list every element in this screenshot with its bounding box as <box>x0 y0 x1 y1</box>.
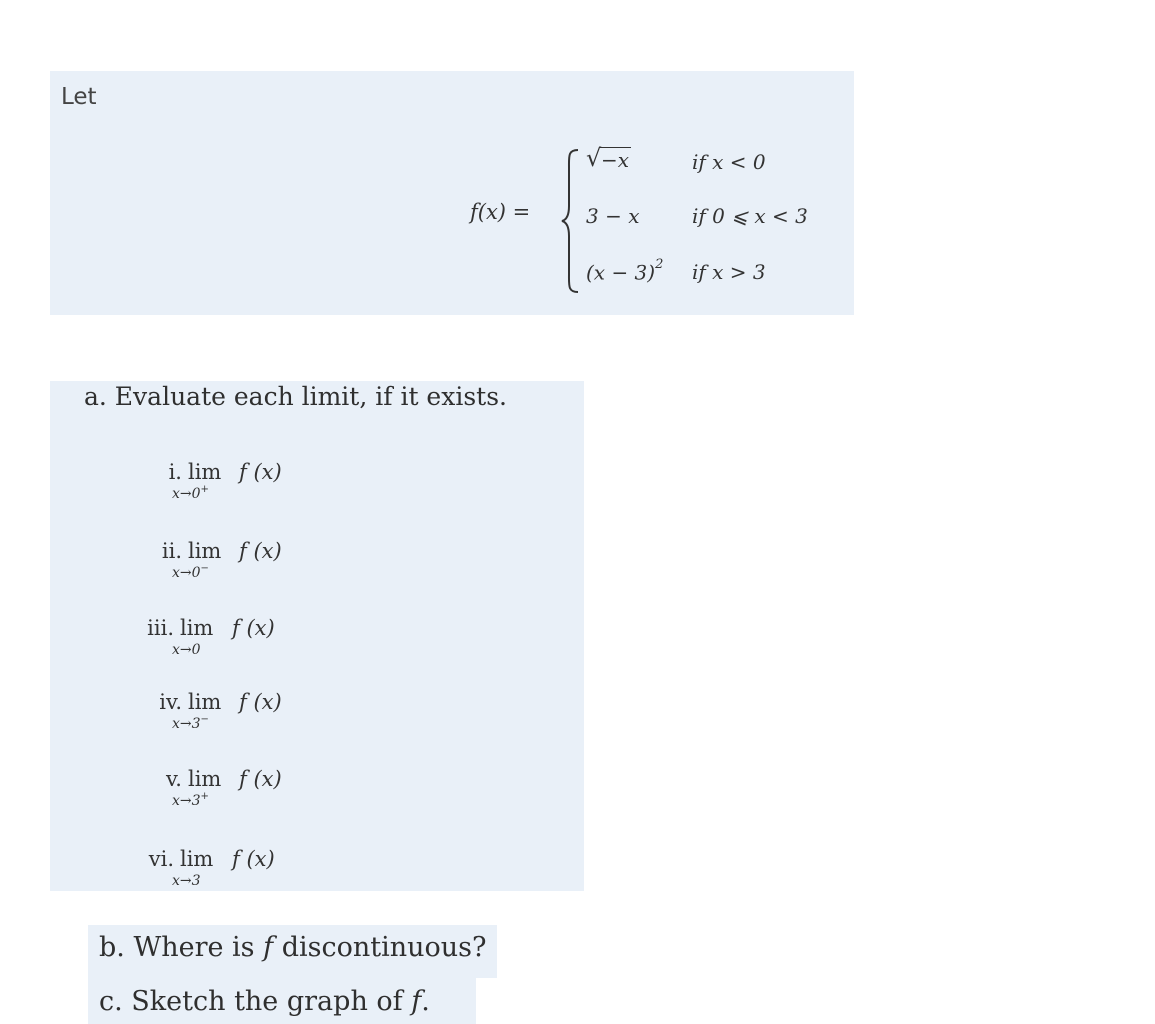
limit-label: i. <box>168 460 182 484</box>
limits-panel <box>50 381 584 891</box>
limit-label: vi. <box>148 847 174 871</box>
square-root-icon: √ −x <box>586 144 630 172</box>
left-brace-icon <box>560 148 582 294</box>
part-b-function: f <box>263 932 274 963</box>
limit-function: f (x) <box>232 616 275 640</box>
limit-function: f (x) <box>232 847 275 871</box>
limit-function: f (x) <box>239 539 282 563</box>
limit-function: f (x) <box>239 690 282 714</box>
limit-approach-value: x→0 <box>172 565 201 581</box>
limit-side: + <box>200 484 209 495</box>
case-2-expression: 3 − x <box>586 204 640 228</box>
limit-approach <box>172 873 201 889</box>
case-3-expression <box>586 257 664 285</box>
limit-approach-value: x→3 <box>172 716 201 732</box>
limit-approach <box>172 716 209 732</box>
limit-label: iv. <box>159 690 182 714</box>
limit-label: ii. <box>161 539 182 563</box>
limit-approach-value: x→0 <box>172 642 201 658</box>
limit-function: f (x) <box>239 460 282 484</box>
case-1-condition: if x < 0 <box>692 150 766 174</box>
case-3-condition: if x > 3 <box>692 260 766 284</box>
limit-approach <box>172 642 201 658</box>
case-3-base: (x − 3) <box>586 260 656 285</box>
limit-approach <box>172 565 209 581</box>
limit-side: + <box>200 791 209 802</box>
limit-approach <box>172 793 209 809</box>
limit-operator: lim <box>188 539 222 563</box>
limit-operator: lim <box>180 847 214 871</box>
limit-operator: lim <box>188 690 222 714</box>
limit-function: f (x) <box>239 767 282 791</box>
limit-operator: lim <box>188 767 222 791</box>
part-b-prefix: b. Where is <box>99 932 264 963</box>
part-b-question <box>99 932 486 963</box>
part-b-suffix: discontinuous? <box>273 932 487 963</box>
limit-operator: lim <box>180 616 214 640</box>
case-3-exponent: 2 <box>655 257 664 272</box>
part-c-suffix: . <box>421 986 430 1017</box>
function-lhs: f(x) = <box>470 200 531 224</box>
limit-approach-value: x→0 <box>172 486 201 502</box>
limit-side: − <box>200 714 209 725</box>
part-c-question <box>99 986 430 1017</box>
part-c-function: f <box>411 986 422 1017</box>
case-2-condition: if 0 ⩽ x < 3 <box>692 204 808 228</box>
limit-label: iii. <box>147 616 174 640</box>
limit-approach-value: x→3 <box>172 873 201 889</box>
case-1-expression <box>586 144 631 172</box>
intro-let: Let <box>61 84 97 110</box>
limit-approach-value: x→3 <box>172 793 201 809</box>
part-a-prompt: a. Evaluate each limit, if it exists. <box>84 382 507 411</box>
limit-side: − <box>200 563 209 574</box>
part-c-prefix: c. Sketch the graph of <box>99 986 412 1017</box>
limit-label: v. <box>165 767 182 791</box>
limit-approach <box>172 486 209 502</box>
limit-operator: lim <box>188 460 222 484</box>
case-1-radicand: −x <box>601 148 630 172</box>
